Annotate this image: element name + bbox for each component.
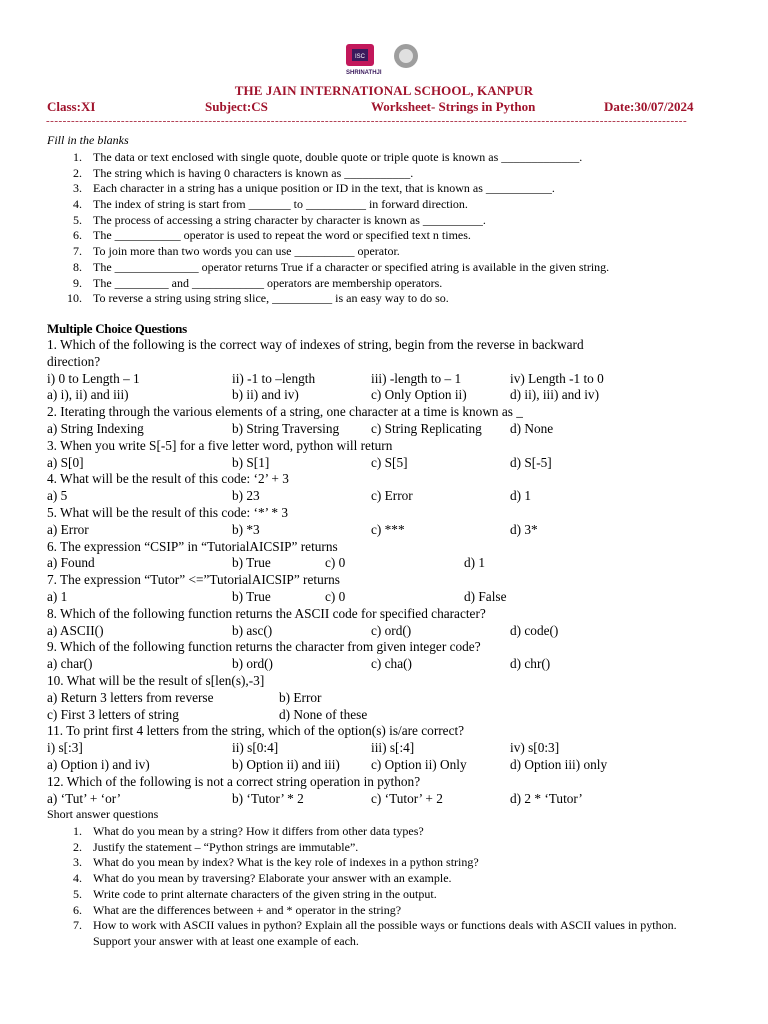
mcq-text: a) char() <box>47 656 93 672</box>
mcq-text: b) ord() <box>232 656 273 672</box>
mcq-row <box>0 555 768 572</box>
mcq-text: c) ‘Tutor’ + 2 <box>371 790 443 806</box>
fill-blank-item <box>0 260 768 276</box>
mcq-text: d) ii), iii) and iv) <box>510 387 599 403</box>
mcq-text: 12. Which of the following is not a correct string operation in python? <box>47 773 421 789</box>
mcq-text: c) Only Option ii) <box>371 387 467 403</box>
fill-blank-item <box>0 166 768 182</box>
item-number: 1. <box>73 150 82 164</box>
mcq-text: d) chr() <box>510 656 551 672</box>
mcq-text: 10. What will be the result of s[len(s),-3] <box>47 672 265 688</box>
mcq-text: d) 1 <box>464 555 486 571</box>
item-number: 7. <box>73 244 82 259</box>
item-number: 7. <box>73 918 82 933</box>
item-number: 10. <box>67 291 82 306</box>
mcq-text: c) S[5] <box>371 454 408 470</box>
short-answer-item <box>0 855 768 871</box>
item-number: 2. <box>73 839 82 854</box>
item-text: To reverse a string using string slice, __________ is an easy way to do so. <box>93 291 449 306</box>
short-answer-item <box>0 871 768 887</box>
mcq-text: direction? <box>47 353 101 369</box>
mcq-text: d) S[-5] <box>510 454 552 470</box>
mcq-text: 11. To print first 4 letters from the string, which of the option(s) is/are correct? <box>47 723 465 739</box>
worksheet-title: Worksheet- Strings in Python <box>371 99 536 114</box>
mcq-text: a) Found <box>47 555 95 571</box>
fill-blank-item <box>0 244 768 260</box>
short-answer-item <box>0 840 768 856</box>
mcq-text: a) String Indexing <box>47 420 144 436</box>
mcq-text: b) True <box>232 555 271 571</box>
mcq-text: iv) Length -1 to 0 <box>510 370 604 386</box>
short-answer-list <box>0 824 768 950</box>
item-text: The process of accessing a string character by character is known as __________. <box>93 212 486 227</box>
mcq-row <box>0 455 768 472</box>
mcq-text: d) None <box>510 420 554 436</box>
mcq-text: 1. Which of the following is the correct way of indexes of string, begin from the reverse in backward <box>47 337 584 352</box>
mcq-text: a) Option i) and iv) <box>47 756 150 772</box>
mcq-row <box>0 572 768 589</box>
mcq-row <box>0 606 768 623</box>
short-answer-item <box>0 824 768 840</box>
item-number: 1. <box>73 824 82 838</box>
mcq-row <box>0 404 768 421</box>
mcq-text: 4. What will be the result of this code: ‘2’ + 3 <box>47 471 289 487</box>
mcq-text: d) 1 <box>510 488 532 504</box>
mcq-row <box>0 471 768 488</box>
item-number: 5. <box>73 212 82 227</box>
mcq-text: c) First 3 letters of string <box>47 706 179 722</box>
mcq-text: ii) s[0:4] <box>232 740 279 756</box>
subject-label: Subject:CS <box>205 99 268 114</box>
mcq-row <box>0 387 768 404</box>
mcq-row <box>0 438 768 455</box>
mcq-row <box>0 791 768 808</box>
mcq-text: d) None of these <box>279 706 368 722</box>
item-number: 3. <box>73 181 82 196</box>
date-label: Date:30/07/2024 <box>604 99 694 114</box>
item-number: 6. <box>73 902 82 917</box>
mcq-row <box>0 488 768 505</box>
mcq-row <box>0 707 768 724</box>
item-text: The index of string is start from _______ to __________ in forward direction. <box>93 197 468 212</box>
mcq-text: c) String Replicating <box>371 420 482 436</box>
mcq-text: d) 2 * ‘Tutor’ <box>510 790 583 806</box>
item-number: 3. <box>73 855 82 870</box>
item-number: 5. <box>73 886 82 901</box>
mcq-text: b) 23 <box>232 488 260 504</box>
mcq-text: 2. Iterating through the various elements of a string, one character at a time is known as _ <box>47 404 523 420</box>
mcq-text: d) False <box>464 588 507 604</box>
mcq-text: 9. Which of the following function returns the character from given integer code? <box>47 639 481 655</box>
mcq-text: c) 0 <box>325 555 346 571</box>
item-text: The _________ and ____________ operators are membership operators. <box>93 275 443 290</box>
fill-blank-item <box>0 291 768 307</box>
mcq-text: 8. Which of the following function returns the ASCII code for specified character? <box>47 605 486 621</box>
mcq-text: c) Option ii) Only <box>371 756 467 772</box>
mcq-text: 7. The expression “Tutor” <=”TutorialAICSIP” returns <box>47 572 340 588</box>
mcq-row <box>0 539 768 556</box>
item-number: 8. <box>73 259 82 274</box>
fill-blank-item <box>0 213 768 229</box>
mcq-text: d) code() <box>510 622 559 638</box>
class-label: Class:XI <box>47 99 96 114</box>
mcq-text: c) *** <box>371 521 405 537</box>
item-number: 9. <box>73 275 82 290</box>
fill-blank-item <box>0 276 768 292</box>
mcq-text: 5. What will be the result of this code: ‘*’ * 3 <box>47 504 289 520</box>
item-number: 4. <box>73 871 82 886</box>
logo-text: SHRINATHJI <box>346 70 382 76</box>
mcq-text: b) ‘Tutor’ * 2 <box>232 790 304 806</box>
svg-text:ISC: ISC <box>354 54 366 60</box>
mcq-text: iii) s[:4] <box>371 740 415 756</box>
mcq-row <box>0 371 768 388</box>
item-text: The ___________ operator is used to repeat the word or specified text n times. <box>93 228 471 243</box>
item-text: The ______________ operator returns True if a character or specified atring is available in the given string. <box>93 259 610 274</box>
mcq-text: iv) s[0:3] <box>510 740 560 756</box>
mcq-text: d) Option iii) only <box>510 756 608 772</box>
mcq-text: b) asc() <box>232 622 273 638</box>
mcq-text: b) True <box>232 588 271 604</box>
mcq-row <box>0 757 768 774</box>
item-text: What do you mean by a string? How it differs from other data types? <box>93 824 424 838</box>
mcq-text: 6. The expression “CSIP” in “TutorialAICSIP” returns <box>47 538 338 554</box>
item-number: 4. <box>73 197 82 212</box>
divider: ---------------------------------------------------------------------------------------------------------------------------------------------------------- <box>46 115 688 127</box>
mcq-row <box>0 639 768 656</box>
mcq-text: c) Error <box>371 488 413 504</box>
item-text: Write code to print alternate characters of the given string in the output. <box>93 886 437 901</box>
school-name: THE JAIN INTERNATIONAL SCHOOL, KANPUR <box>234 83 534 98</box>
mcq-row <box>0 723 768 740</box>
mcq-row <box>0 522 768 539</box>
mcq-text: ii) -1 to –length <box>232 370 316 386</box>
mcq-text: d) 3* <box>510 521 538 537</box>
mcq-text: iii) -length to – 1 <box>371 370 462 386</box>
short-answer-heading: Short answer questions <box>47 807 159 821</box>
mcq-text: b) Error <box>279 689 322 705</box>
mcq-row <box>0 690 768 707</box>
fill-blanks-list <box>0 150 768 307</box>
item-text: What are the differences between + and * operator in the string? <box>93 902 402 917</box>
mcq-row <box>0 740 768 757</box>
mcq-row <box>0 421 768 438</box>
mcq-text: a) i), ii) and iii) <box>47 387 129 403</box>
short-answer-item <box>0 887 768 903</box>
fill-blank-item <box>0 228 768 244</box>
fill-blank-item <box>0 197 768 213</box>
mcq-text: i) 0 to Length – 1 <box>47 370 140 386</box>
mcq-text: c) ord() <box>371 622 412 638</box>
mcq-heading: Multiple Choice Questions <box>47 321 187 336</box>
item-text: What do you mean by traversing? Elaborate your answer with an example. <box>93 871 452 886</box>
item-text: Each character in a string has a unique position or ID in the text, that is known as ___________. <box>93 181 555 196</box>
mcq-text: a) Error <box>47 521 89 537</box>
item-text: What do you mean by index? What is the key role of indexes in a python string? <box>93 855 479 870</box>
mcq-text: a) ‘Tut’ + ‘or’ <box>47 790 122 806</box>
mcq-text: a) ASCII() <box>47 622 104 638</box>
mcq-text: b) S[1] <box>232 454 270 470</box>
mcq-text: b) *3 <box>232 521 260 537</box>
mcq-row <box>0 337 768 354</box>
short-answer-item <box>0 918 768 949</box>
mcq-text: a) 1 <box>47 588 68 604</box>
item-number: 6. <box>73 228 82 243</box>
mcq-list <box>0 337 768 807</box>
item-text: To join more than two words you can use __________ operator. <box>93 244 400 259</box>
mcq-text: b) String Traversing <box>232 420 340 436</box>
item-text: How to work with ASCII values in python? Explain all the possible ways or functions deals with ASCII values in python. Support your answer with at least one example of each. <box>93 918 677 948</box>
mcq-text: b) Option ii) and iii) <box>232 756 340 772</box>
school-logo <box>344 42 426 76</box>
mcq-text: a) S[0] <box>47 454 84 470</box>
mcq-text: c) 0 <box>325 588 346 604</box>
mcq-text: i) s[:3] <box>47 740 83 756</box>
fill-blank-item <box>0 150 768 166</box>
mcq-text: 3. When you write S[-5] for a five letter word, python will return <box>47 437 393 453</box>
short-answer-item <box>0 903 768 919</box>
item-text: Justify the statement – “Python strings are immutable”. <box>93 839 359 854</box>
fill-blank-item <box>0 181 768 197</box>
mcq-row <box>0 354 768 371</box>
mcq-text: a) 5 <box>47 488 68 504</box>
mcq-text: c) cha() <box>371 656 412 672</box>
fill-blanks-heading: Fill in the blanks <box>47 133 129 147</box>
mcq-text: b) ii) and iv) <box>232 387 299 403</box>
mcq-row <box>0 623 768 640</box>
mcq-row <box>0 656 768 673</box>
mcq-row <box>0 505 768 522</box>
item-text: The data or text enclosed with single quote, double quote or triple quote is known as _____________. <box>93 150 583 164</box>
mcq-text: a) Return 3 letters from reverse <box>47 689 214 705</box>
item-text: The string which is having 0 characters is known as ___________. <box>93 165 414 180</box>
mcq-row <box>0 673 768 690</box>
item-number: 2. <box>73 165 82 180</box>
mcq-row <box>0 589 768 606</box>
mcq-row <box>0 774 768 791</box>
